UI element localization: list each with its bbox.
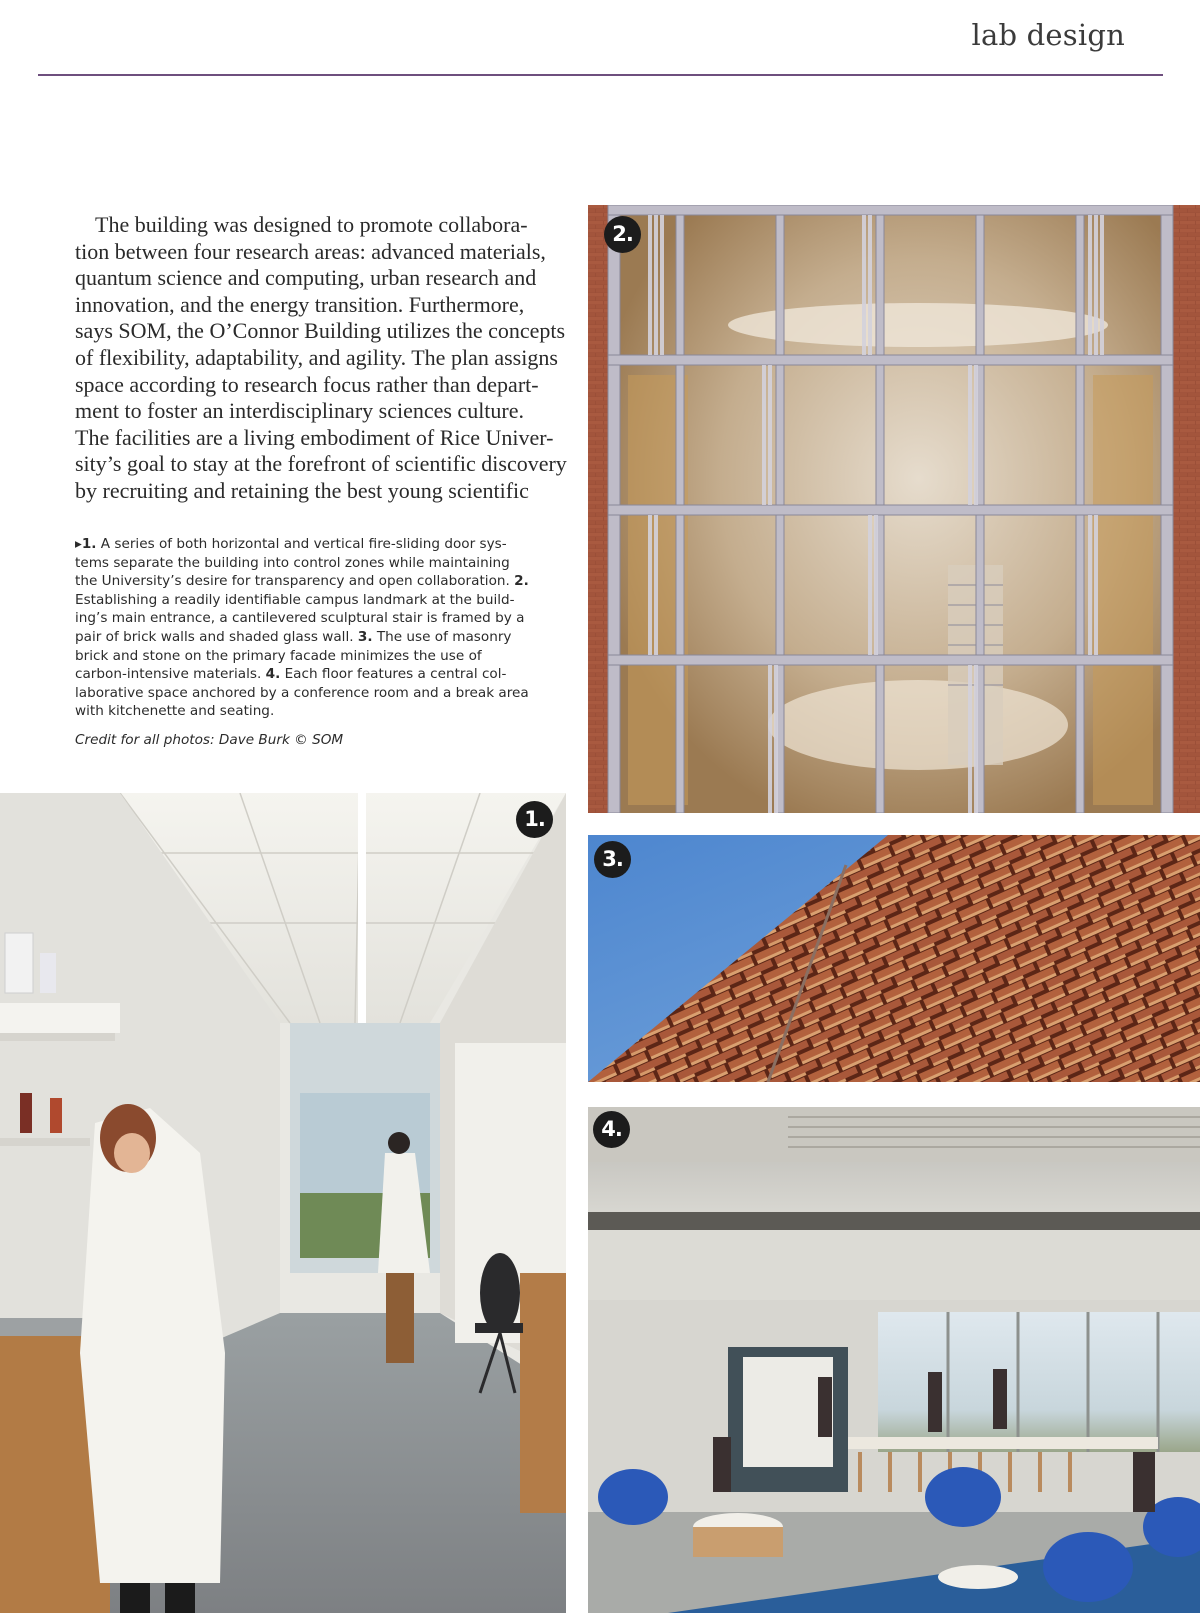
caption-text: Establishing a readily identifiable campus landmark at the build- (75, 591, 515, 608)
body-line: by recruiting and retaining the best young scientific (75, 477, 529, 503)
photo-number-badge: 3. (594, 841, 631, 878)
body-line: innovation, and the energy transition. Furthermore, (75, 291, 525, 317)
caption-text: A series of both horizontal and vertical fire-sliding door sys- (96, 536, 507, 552)
body-line: ment to foster an interdisciplinary sciences culture. (75, 398, 525, 424)
caption-text: Each floor features a central col- (280, 666, 507, 683)
brick-screen-image (588, 835, 1200, 1082)
caption-number-4: 4. (265, 666, 281, 683)
caption-text: the University’s desire for transparency and open collaboration. (75, 573, 515, 590)
body-line: tion between four research areas: advanced materials, (75, 238, 546, 264)
caption-arrow-icon: ▸ (75, 536, 82, 552)
photo-number-badge: 4. (593, 1111, 630, 1148)
photo-caption (75, 535, 565, 721)
caption-text: carbon-intensive materials. (75, 666, 266, 683)
section-title: lab design (971, 18, 1125, 52)
body-line: of flexibility, adaptability, and agility. The plan assigns (75, 344, 558, 370)
caption-text: with kitchenette and seating. (75, 703, 275, 720)
body-line: sity’s goal to stay at the forefront of scientific discovery (75, 451, 567, 477)
header-divider (38, 74, 1163, 76)
photo-number-badge: 1. (516, 801, 553, 838)
caption-text: ing’s main entrance, a cantilevered sculptural stair is framed by a (75, 610, 525, 627)
caption-text: laborative space anchored by a conference room and a break area (75, 684, 529, 701)
caption-number-3: 3. (357, 628, 373, 645)
facade-image (588, 205, 1200, 813)
body-line: space according to research focus rather than depart- (75, 371, 539, 397)
body-line: says SOM, the O’Connor Building utilizes the concepts (75, 318, 566, 344)
photo-lab (0, 793, 566, 1613)
lab-image (0, 793, 566, 1613)
caption-text: The use of masonry (372, 628, 512, 645)
photo-brick-screen (588, 835, 1200, 1082)
caption-text: brick and stone on the primary facade minimizes the use of (75, 647, 482, 664)
photo-lounge (588, 1107, 1200, 1613)
body-line: quantum science and computing, urban research and (75, 265, 537, 291)
photo-number-badge: 2. (604, 216, 641, 253)
caption-number-2: 2. (514, 573, 529, 590)
body-line: The facilities are a living embodiment of Rice Univer- (75, 424, 554, 450)
photo-credit: Credit for all photos: Dave Burk © SOM (75, 732, 344, 748)
body-line: The building was designed to promote collabora- (95, 212, 528, 237)
lounge-image (588, 1107, 1200, 1613)
caption-text: pair of brick walls and shaded glass wall. (75, 628, 358, 645)
article-body (75, 212, 575, 505)
caption-text: tems separate the building into control zones while maintaining (75, 554, 510, 571)
caption-number-1: 1. (81, 536, 97, 552)
photo-facade (588, 205, 1200, 813)
